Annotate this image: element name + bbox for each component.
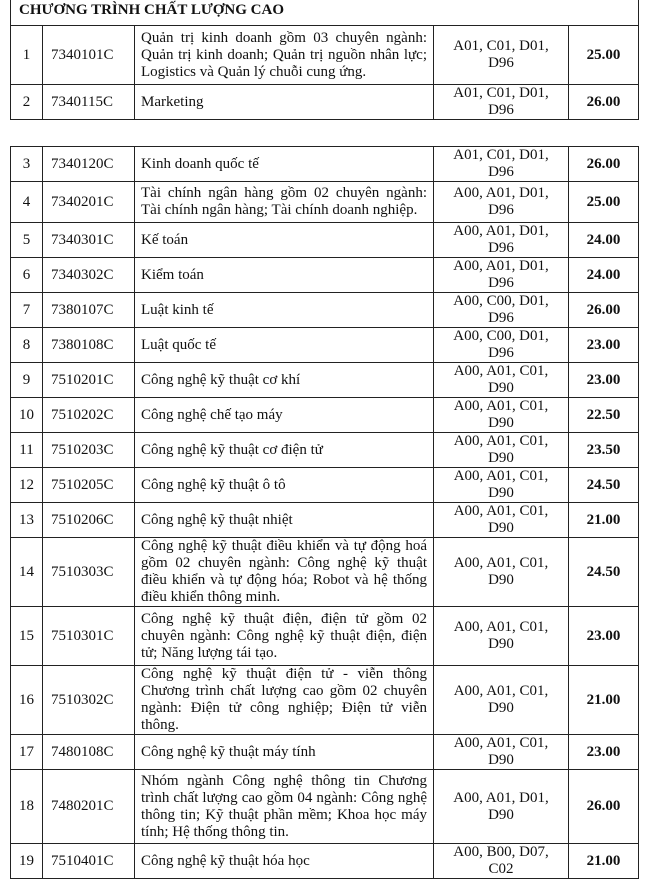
cutoff-score: 21.00 [569, 666, 639, 735]
row-number: 19 [11, 844, 43, 879]
program-code: 7510202C [43, 398, 135, 433]
section-header-row [11, 0, 639, 26]
program-code: 7510401C [43, 844, 135, 879]
subject-combination: A00, A01, C01, D90 [434, 468, 569, 503]
row-number: 1 [11, 26, 43, 85]
program-name: Công nghệ kỹ thuật điều khiển và tự động hoá gồm 02 chuyên ngành: Công nghệ kỹ thuật điều khiển và tự động hóa; Robot và hệ thống điều khiển thông minh. [135, 538, 434, 607]
table-row [11, 328, 639, 363]
table-row [11, 182, 639, 223]
table-row [11, 607, 639, 666]
cutoff-score: 21.00 [569, 503, 639, 538]
program-code: 7510205C [43, 468, 135, 503]
program-code: 7510302C [43, 666, 135, 735]
row-number: 7 [11, 293, 43, 328]
row-number: 9 [11, 363, 43, 398]
cutoff-score: 24.50 [569, 538, 639, 607]
program-name: Marketing [135, 85, 434, 120]
cutoff-score: 25.00 [569, 26, 639, 85]
table-row [11, 770, 639, 844]
program-code: 7380108C [43, 328, 135, 363]
row-number: 3 [11, 147, 43, 182]
row-number: 10 [11, 398, 43, 433]
cutoff-score: 26.00 [569, 770, 639, 844]
program-name: Kinh doanh quốc tế [135, 147, 434, 182]
cutoff-score: 22.50 [569, 398, 639, 433]
program-name: Công nghệ kỹ thuật cơ khí [135, 363, 434, 398]
table-row [11, 363, 639, 398]
subject-combination: A01, C01, D01, D96 [434, 85, 569, 120]
subject-combination: A00, A01, D01, D96 [434, 258, 569, 293]
program-code: 7510303C [43, 538, 135, 607]
program-code: 7480201C [43, 770, 135, 844]
table-row [11, 258, 639, 293]
row-number: 8 [11, 328, 43, 363]
cutoff-score: 26.00 [569, 85, 639, 120]
table-row [11, 666, 639, 735]
program-name: Công nghệ kỹ thuật điện, điện tử gồm 02 chuyên ngành: Công nghệ kỹ thuật điện, điện tử; Năng lượng tái tạo. [135, 607, 434, 666]
subject-combination: A00, A01, C01, D90 [434, 735, 569, 770]
table-row [11, 223, 639, 258]
subject-combination: A00, A01, D01, D96 [434, 182, 569, 223]
program-name: Kiểm toán [135, 258, 434, 293]
cutoff-score: 25.00 [569, 182, 639, 223]
row-number: 4 [11, 182, 43, 223]
table-row [11, 538, 639, 607]
row-number: 14 [11, 538, 43, 607]
row-number: 5 [11, 223, 43, 258]
subject-combination: A00, C00, D01, D96 [434, 328, 569, 363]
row-number: 16 [11, 666, 43, 735]
subject-combination: A00, A01, C01, D90 [434, 363, 569, 398]
program-code: 7380107C [43, 293, 135, 328]
subject-combination: A00, B00, D07, C02 [434, 844, 569, 879]
program-name: Kế toán [135, 223, 434, 258]
program-name: Công nghệ kỹ thuật hóa học [135, 844, 434, 879]
subject-combination: A00, A01, C01, D90 [434, 433, 569, 468]
table-row [11, 147, 639, 182]
table-row [11, 85, 639, 120]
row-number: 18 [11, 770, 43, 844]
cutoff-score: 23.00 [569, 363, 639, 398]
cutoff-score: 23.00 [569, 607, 639, 666]
table-row [11, 503, 639, 538]
subject-combination: A00, A01, C01, D90 [434, 503, 569, 538]
table-row [11, 468, 639, 503]
program-code: 7340115C [43, 85, 135, 120]
table-row [11, 26, 639, 85]
row-number: 2 [11, 85, 43, 120]
program-code: 7510206C [43, 503, 135, 538]
cutoff-score: 21.00 [569, 844, 639, 879]
subject-combination: A00, A01, C01, D90 [434, 607, 569, 666]
subject-combination: A00, A01, C01, D90 [434, 666, 569, 735]
row-number: 6 [11, 258, 43, 293]
cutoff-score: 24.00 [569, 223, 639, 258]
table-row [11, 844, 639, 879]
program-code: 7480108C [43, 735, 135, 770]
cutoff-score: 23.50 [569, 433, 639, 468]
subject-combination: A00, A01, C01, D90 [434, 538, 569, 607]
program-code: 7510301C [43, 607, 135, 666]
admission-table-top [10, 0, 639, 120]
subject-combination: A00, A01, D01, D90 [434, 770, 569, 844]
table-row [11, 433, 639, 468]
program-name: Công nghệ kỹ thuật máy tính [135, 735, 434, 770]
cutoff-score: 24.50 [569, 468, 639, 503]
program-name: Công nghệ kỹ thuật nhiệt [135, 503, 434, 538]
cutoff-score: 23.00 [569, 328, 639, 363]
subject-combination: A00, C00, D01, D96 [434, 293, 569, 328]
program-code: 7340120C [43, 147, 135, 182]
program-code: 7510203C [43, 433, 135, 468]
table-row [11, 735, 639, 770]
row-number: 17 [11, 735, 43, 770]
row-number: 15 [11, 607, 43, 666]
program-code: 7340201C [43, 182, 135, 223]
subject-combination: A01, C01, D01, D96 [434, 26, 569, 85]
cutoff-score: 23.00 [569, 735, 639, 770]
subject-combination: A00, A01, C01, D90 [434, 398, 569, 433]
program-name: Công nghệ chế tạo máy [135, 398, 434, 433]
program-name: Luật quốc tế [135, 328, 434, 363]
program-name: Luật kinh tế [135, 293, 434, 328]
cutoff-score: 24.00 [569, 258, 639, 293]
row-number: 13 [11, 503, 43, 538]
program-name: Công nghệ kỹ thuật điện tử - viễn thông Chương trình chất lượng cao gồm 02 chuyên ngành: Điện tử công nghiệp; Điện tử viễn thông. [135, 666, 434, 735]
program-name: Quản trị kinh doanh gồm 03 chuyên ngành: Quản trị kinh doanh; Quản trị nguồn nhân lực; Logistics và Quản lý chuỗi cung ứng. [135, 26, 434, 85]
program-code: 7340101C [43, 26, 135, 85]
program-name: Nhóm ngành Công nghệ thông tin Chương trình chất lượng cao gồm 04 ngành: Công nghệ thông tin; Kỹ thuật phần mềm; Khoa học máy tính; Hệ thống thông tin. [135, 770, 434, 844]
program-name: Công nghệ kỹ thuật ô tô [135, 468, 434, 503]
program-code: 7340301C [43, 223, 135, 258]
table-row [11, 398, 639, 433]
subject-combination: A01, C01, D01, D96 [434, 147, 569, 182]
row-number: 11 [11, 433, 43, 468]
table-row [11, 293, 639, 328]
row-number: 12 [11, 468, 43, 503]
program-code: 7340302C [43, 258, 135, 293]
program-code: 7510201C [43, 363, 135, 398]
cutoff-score: 26.00 [569, 293, 639, 328]
program-name: Tài chính ngân hàng gồm 02 chuyên ngành: Tài chính ngân hàng; Tài chính doanh nghiệp. [135, 182, 434, 223]
cutoff-score: 26.00 [569, 147, 639, 182]
subject-combination: A00, A01, D01, D96 [434, 223, 569, 258]
program-name: Công nghệ kỹ thuật cơ điện tử [135, 433, 434, 468]
section-title: CHƯƠNG TRÌNH CHẤT LƯỢNG CAO [11, 0, 639, 26]
admission-table-bottom [10, 146, 639, 879]
